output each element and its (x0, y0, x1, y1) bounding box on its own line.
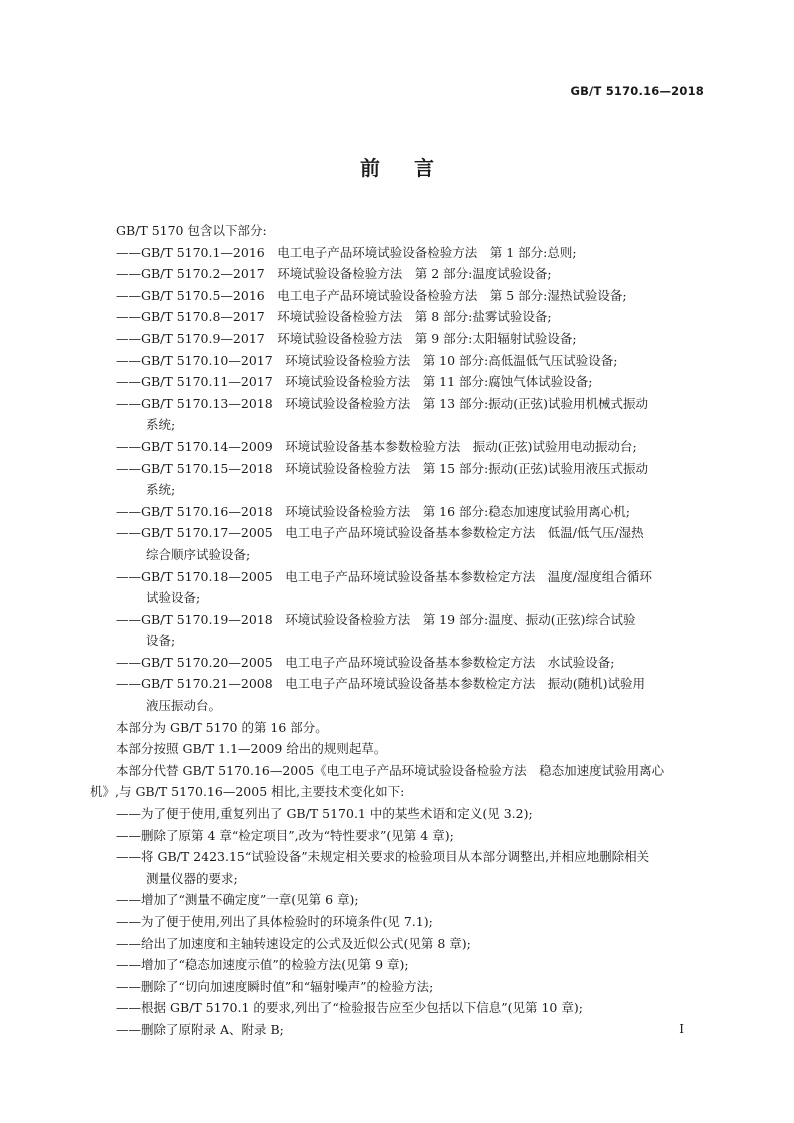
text-line: ——给出了加速度和主轴转速设定的公式及近似公式(见第 8 章); (116, 935, 471, 951)
text-line: 本部分按照 GB/T 1.1—2009 给出的规则起草。 (116, 741, 387, 757)
text-line: ——GB/T 5170.16—2018 环境试验设备检验方法 第 16 部分:稳态加速度试验用离心机; (116, 503, 630, 519)
text-line-continuation: 液压振动台。 (146, 698, 222, 714)
text-line: ——为了便于使用,列出了具体检验时的环境条件(见 7.1); (116, 914, 433, 929)
text-line-continuation: 系统; (146, 482, 176, 498)
text-line: ——GB/T 5170.10—2017 环境试验设备检验方法 第 10 部分:高低温低气压试验设备; (116, 352, 618, 368)
standard-code: GB/T 5170.16—2018 (570, 84, 704, 98)
text-line: ——GB/T 5170.19—2018 环境试验设备检验方法 第 19 部分:温度、振动(正弦)综合试验 (116, 611, 636, 627)
text-line: ——GB/T 5170.5—2016 电工电子产品环境试验设备检验方法 第 5 部分:湿热试验设备; (116, 287, 627, 303)
text-line: GB/T 5170 包含以下部分: (116, 223, 267, 238)
text-line: ——增加了“稳态加速度示值”的检验方法(见第 9 章); (116, 957, 409, 973)
text-line: ——GB/T 5170.9—2017 环境试验设备检验方法 第 9 部分:太阳辐射试验设备; (116, 330, 577, 346)
foreword-body (90, 220, 706, 1041)
text-line: ——根据 GB/T 5170.1 的要求,列出了“检验报告应至少包括以下信息”(见第 10 章); (116, 1000, 583, 1016)
text-line: ——GB/T 5170.2—2017 环境试验设备检验方法 第 2 部分:温度试验设备; (116, 266, 552, 282)
text-line-continuation: 试验设备; (146, 590, 201, 606)
text-line: 机》,与 GB/T 5170.16—2005 相比,主要技术变化如下: (90, 784, 405, 800)
text-line: ——GB/T 5170.13—2018 环境试验设备检验方法 第 13 部分:振动(正弦)试验用机械式振动 (116, 395, 649, 411)
text-line: ——GB/T 5170.21—2008 电工电子产品环境试验设备基本参数检定方法 振动(随机)试验用 (116, 676, 645, 692)
text-line: ——GB/T 5170.18—2005 电工电子产品环境试验设备基本参数检定方法 温度/湿度组合循环 (116, 568, 652, 584)
text-line: ——GB/T 5170.1—2016 电工电子产品环境试验设备检验方法 第 1 部分:总则; (116, 244, 577, 260)
text-line: ——GB/T 5170.15—2018 环境试验设备检验方法 第 15 部分:振动(正弦)试验用液压式振动 (116, 460, 649, 476)
text-line: 本部分代替 GB/T 5170.16—2005《电工电子产品环境试验设备检验方法 稳态加速度试验用离心 (116, 762, 665, 778)
text-line: ——为了便于使用,重复列出了 GB/T 5170.1 中的某些术语和定义(见 3.2); (116, 806, 533, 822)
text-line: ——删除了原第 4 章“检定项目”,改为“特性要求”(见第 4 章); (116, 827, 454, 843)
text-line: ——GB/T 5170.20—2005 电工电子产品环境试验设备基本参数检定方法 水试验设备; (116, 654, 615, 670)
text-line-continuation: 设备; (146, 633, 176, 649)
text-line: ——GB/T 5170.8—2017 环境试验设备检验方法 第 8 部分:盐雾试验设备; (116, 309, 552, 325)
text-line: 本部分为 GB/T 5170 的第 16 部分。 (116, 719, 328, 735)
text-line-continuation: 测量仪器的要求; (146, 870, 238, 886)
text-line-continuation: 系统; (146, 417, 176, 433)
text-line: ——GB/T 5170.14—2009 环境试验设备基本参数检验方法 振动(正弦)试验用电动振动台; (116, 438, 637, 454)
text-line: ——GB/T 5170.17—2005 电工电子产品环境试验设备基本参数检定方法 低温/低气压/湿热 (116, 525, 644, 541)
text-line: ——删除了“切向加速度瞬时值”和“辐射噪声”的检验方法; (116, 978, 434, 994)
text-line: ——删除了原附录 A、附录 B; (116, 1021, 284, 1037)
text-line: ——增加了“测量不确定度”一章(见第 6 章); (116, 892, 359, 908)
text-line: ——GB/T 5170.11—2017 环境试验设备检验方法 第 11 部分:腐蚀气体试验设备; (116, 374, 593, 390)
page-title: 前言 (360, 156, 468, 180)
page-number: I (679, 1022, 684, 1036)
text-line-continuation: 综合顺序试验设备; (146, 546, 251, 562)
text-line: ——将 GB/T 2423.15“试验设备”未规定相关要求的检验项目从本部分调整出,并相应地删除相关 (116, 849, 650, 865)
